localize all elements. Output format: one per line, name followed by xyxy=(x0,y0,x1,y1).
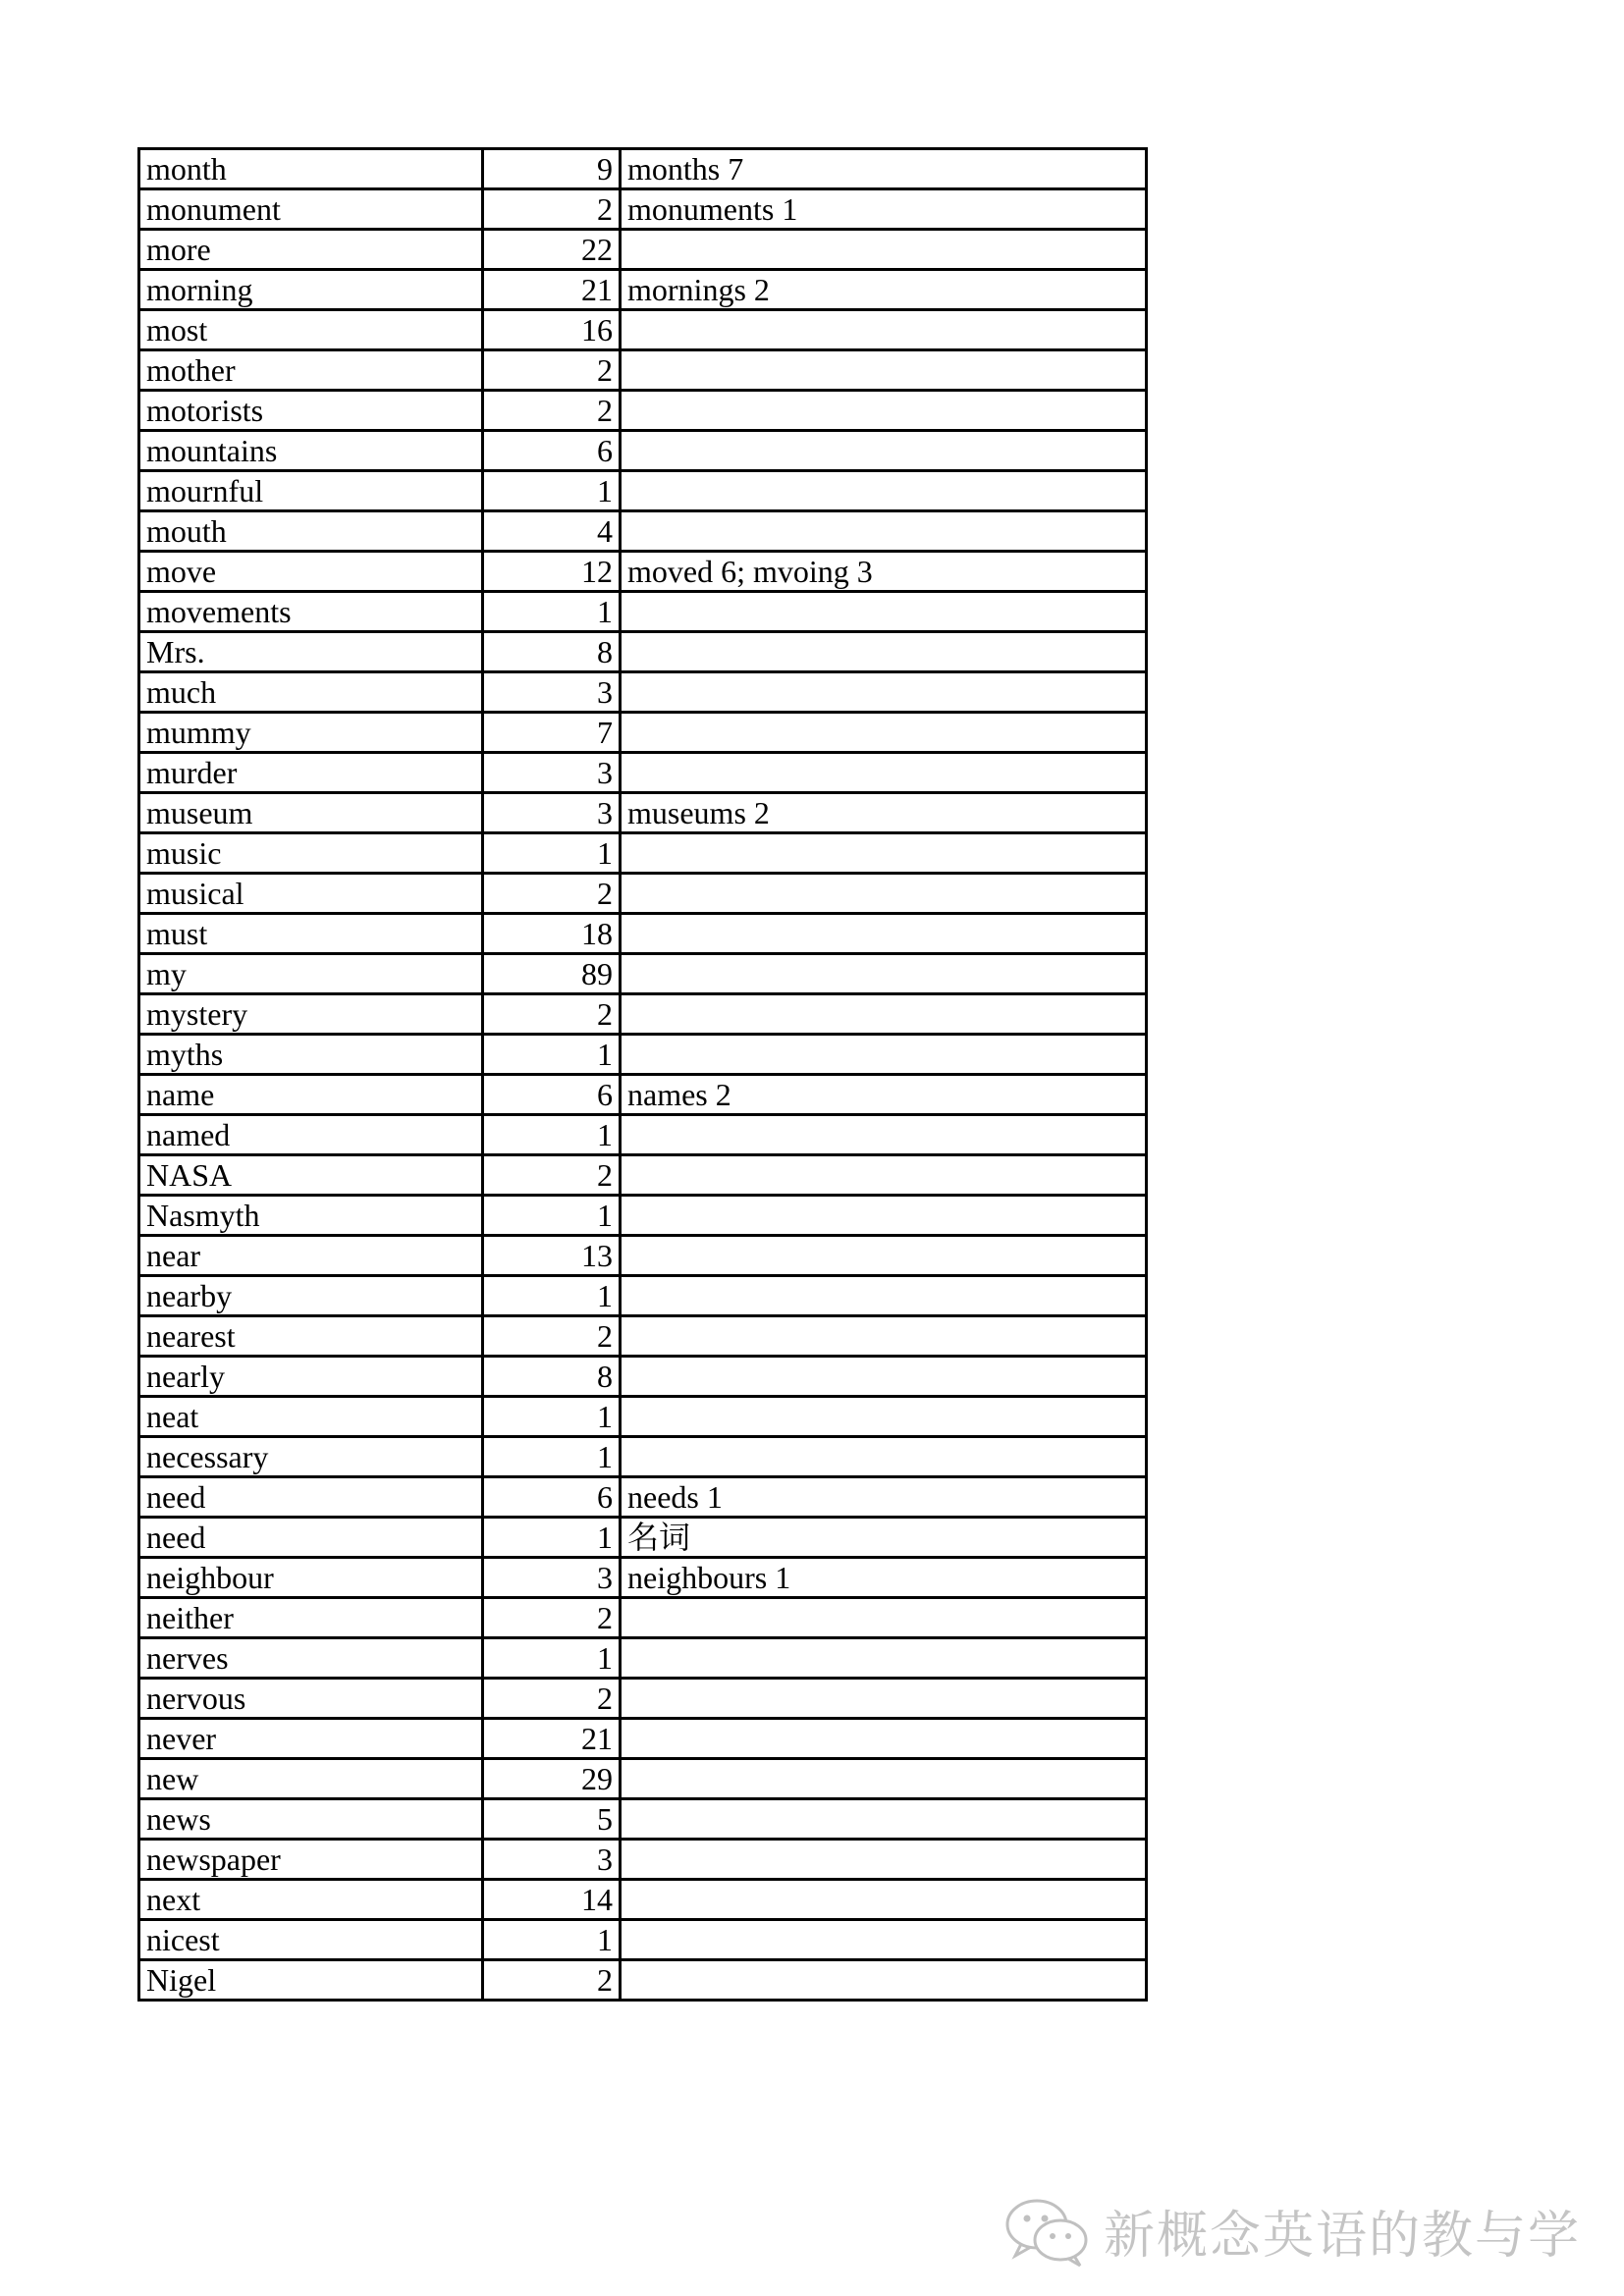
forms-cell xyxy=(621,713,1147,753)
count-cell: 8 xyxy=(483,1357,621,1397)
word-cell: neat xyxy=(139,1397,483,1437)
word-cell: musical xyxy=(139,874,483,914)
table-row xyxy=(139,753,1147,793)
table-row xyxy=(139,270,1147,310)
count-cell: 5 xyxy=(483,1799,621,1840)
table-row xyxy=(139,833,1147,874)
word-cell: need xyxy=(139,1477,483,1518)
count-cell: 22 xyxy=(483,230,621,270)
table-row xyxy=(139,189,1147,230)
forms-cell xyxy=(621,1397,1147,1437)
word-cell: named xyxy=(139,1115,483,1155)
word-cell: mother xyxy=(139,350,483,391)
table-row xyxy=(139,1437,1147,1477)
forms-cell: 名词 xyxy=(621,1518,1147,1558)
count-cell: 1 xyxy=(483,1397,621,1437)
word-cell: NASA xyxy=(139,1155,483,1196)
table-row xyxy=(139,1598,1147,1638)
table-row xyxy=(139,713,1147,753)
forms-cell xyxy=(621,914,1147,954)
word-cell: new xyxy=(139,1759,483,1799)
forms-cell xyxy=(621,431,1147,471)
word-cell: movements xyxy=(139,592,483,632)
word-cell: morning xyxy=(139,270,483,310)
forms-cell xyxy=(621,350,1147,391)
count-cell: 2 xyxy=(483,1598,621,1638)
forms-cell: moved 6; mvoing 3 xyxy=(621,552,1147,592)
table-row xyxy=(139,1799,1147,1840)
forms-cell xyxy=(621,592,1147,632)
count-cell: 3 xyxy=(483,1840,621,1880)
word-cell: Mrs. xyxy=(139,632,483,672)
table-row xyxy=(139,1719,1147,1759)
count-cell: 1 xyxy=(483,1920,621,1960)
forms-cell xyxy=(621,1920,1147,1960)
word-cell: museum xyxy=(139,793,483,833)
count-cell: 1 xyxy=(483,1638,621,1679)
table-row xyxy=(139,230,1147,270)
table-row xyxy=(139,672,1147,713)
word-cell: nerves xyxy=(139,1638,483,1679)
count-cell: 6 xyxy=(483,431,621,471)
table-row xyxy=(139,1920,1147,1960)
wechat-icon xyxy=(1000,2191,1094,2269)
count-cell: 29 xyxy=(483,1759,621,1799)
word-cell: most xyxy=(139,310,483,350)
forms-cell xyxy=(621,1357,1147,1397)
word-cell: more xyxy=(139,230,483,270)
word-cell: next xyxy=(139,1880,483,1920)
forms-cell xyxy=(621,1960,1147,2001)
count-cell: 89 xyxy=(483,954,621,994)
table-row xyxy=(139,874,1147,914)
table-row xyxy=(139,1155,1147,1196)
table-row xyxy=(139,1316,1147,1357)
forms-cell: monuments 1 xyxy=(621,189,1147,230)
table-row xyxy=(139,350,1147,391)
word-cell: nervous xyxy=(139,1679,483,1719)
count-cell: 1 xyxy=(483,1518,621,1558)
table-row xyxy=(139,1960,1147,2001)
forms-cell: months 7 xyxy=(621,149,1147,189)
count-cell: 21 xyxy=(483,1719,621,1759)
forms-cell xyxy=(621,230,1147,270)
table-row xyxy=(139,511,1147,552)
word-cell: mournful xyxy=(139,471,483,511)
forms-cell xyxy=(621,1236,1147,1276)
forms-cell: neighbours 1 xyxy=(621,1558,1147,1598)
count-cell: 2 xyxy=(483,1316,621,1357)
forms-cell xyxy=(621,954,1147,994)
table-body xyxy=(139,149,1147,2001)
count-cell: 3 xyxy=(483,672,621,713)
count-cell: 2 xyxy=(483,1679,621,1719)
forms-cell xyxy=(621,1598,1147,1638)
count-cell: 2 xyxy=(483,874,621,914)
word-cell: never xyxy=(139,1719,483,1759)
forms-cell: mornings 2 xyxy=(621,270,1147,310)
forms-cell xyxy=(621,672,1147,713)
word-cell: nearest xyxy=(139,1316,483,1357)
count-cell: 12 xyxy=(483,552,621,592)
count-cell: 1 xyxy=(483,1035,621,1075)
forms-cell xyxy=(621,310,1147,350)
word-cell: nearly xyxy=(139,1357,483,1397)
count-cell: 3 xyxy=(483,1558,621,1598)
forms-cell xyxy=(621,632,1147,672)
word-cell: name xyxy=(139,1075,483,1115)
table-row xyxy=(139,1276,1147,1316)
forms-cell xyxy=(621,1196,1147,1236)
word-cell: Nigel xyxy=(139,1960,483,2001)
table-row xyxy=(139,632,1147,672)
forms-cell: needs 1 xyxy=(621,1477,1147,1518)
table-row xyxy=(139,914,1147,954)
forms-cell xyxy=(621,1840,1147,1880)
table-row xyxy=(139,793,1147,833)
word-cell: neighbour xyxy=(139,1558,483,1598)
table-row xyxy=(139,1196,1147,1236)
word-cell: murder xyxy=(139,753,483,793)
forms-cell xyxy=(621,1115,1147,1155)
count-cell: 2 xyxy=(483,350,621,391)
forms-cell xyxy=(621,1719,1147,1759)
forms-cell xyxy=(621,391,1147,431)
table-row xyxy=(139,592,1147,632)
word-cell: news xyxy=(139,1799,483,1840)
count-cell: 6 xyxy=(483,1075,621,1115)
table-row xyxy=(139,471,1147,511)
forms-cell: names 2 xyxy=(621,1075,1147,1115)
word-cell: necessary xyxy=(139,1437,483,1477)
count-cell: 16 xyxy=(483,310,621,350)
word-cell: nearby xyxy=(139,1276,483,1316)
count-cell: 3 xyxy=(483,753,621,793)
forms-cell xyxy=(621,1759,1147,1799)
forms-cell xyxy=(621,874,1147,914)
word-cell: month xyxy=(139,149,483,189)
forms-cell xyxy=(621,511,1147,552)
table-row xyxy=(139,1558,1147,1598)
word-cell: near xyxy=(139,1236,483,1276)
count-cell: 1 xyxy=(483,1115,621,1155)
word-frequency-table xyxy=(137,147,1148,2002)
forms-cell xyxy=(621,753,1147,793)
count-cell: 2 xyxy=(483,1155,621,1196)
forms-cell xyxy=(621,1035,1147,1075)
table-row xyxy=(139,1397,1147,1437)
count-cell: 1 xyxy=(483,833,621,874)
count-cell: 21 xyxy=(483,270,621,310)
forms-cell xyxy=(621,1155,1147,1196)
count-cell: 1 xyxy=(483,471,621,511)
forms-cell xyxy=(621,994,1147,1035)
table-row xyxy=(139,1236,1147,1276)
word-cell: Nasmyth xyxy=(139,1196,483,1236)
table-row xyxy=(139,1035,1147,1075)
table-row xyxy=(139,1759,1147,1799)
count-cell: 1 xyxy=(483,1437,621,1477)
count-cell: 4 xyxy=(483,511,621,552)
count-cell: 8 xyxy=(483,632,621,672)
forms-cell xyxy=(621,471,1147,511)
word-cell: mountains xyxy=(139,431,483,471)
count-cell: 2 xyxy=(483,189,621,230)
table-row xyxy=(139,149,1147,189)
count-cell: 13 xyxy=(483,1236,621,1276)
word-cell: monument xyxy=(139,189,483,230)
table-row xyxy=(139,1075,1147,1115)
table-row xyxy=(139,1115,1147,1155)
count-cell: 9 xyxy=(483,149,621,189)
count-cell: 18 xyxy=(483,914,621,954)
table-row xyxy=(139,310,1147,350)
word-cell: nicest xyxy=(139,1920,483,1960)
word-cell: myths xyxy=(139,1035,483,1075)
table-row xyxy=(139,1477,1147,1518)
word-cell: much xyxy=(139,672,483,713)
table-row xyxy=(139,1357,1147,1397)
word-cell: need xyxy=(139,1518,483,1558)
word-cell: motorists xyxy=(139,391,483,431)
table-row xyxy=(139,552,1147,592)
count-cell: 7 xyxy=(483,713,621,753)
word-cell: must xyxy=(139,914,483,954)
table-row xyxy=(139,954,1147,994)
word-cell: neither xyxy=(139,1598,483,1638)
count-cell: 2 xyxy=(483,1960,621,2001)
table-row xyxy=(139,431,1147,471)
forms-cell xyxy=(621,1638,1147,1679)
count-cell: 6 xyxy=(483,1477,621,1518)
forms-cell xyxy=(621,1679,1147,1719)
word-cell: move xyxy=(139,552,483,592)
table-row xyxy=(139,1679,1147,1719)
count-cell: 14 xyxy=(483,1880,621,1920)
watermark-text: 新概念英语的教与学 xyxy=(1104,2206,1582,2266)
word-cell: music xyxy=(139,833,483,874)
forms-cell xyxy=(621,1880,1147,1920)
forms-cell: museums 2 xyxy=(621,793,1147,833)
forms-cell xyxy=(621,833,1147,874)
count-cell: 1 xyxy=(483,1276,621,1316)
count-cell: 2 xyxy=(483,994,621,1035)
count-cell: 3 xyxy=(483,793,621,833)
forms-cell xyxy=(621,1276,1147,1316)
watermark xyxy=(1000,2191,1581,2269)
count-cell: 1 xyxy=(483,1196,621,1236)
word-cell: mystery xyxy=(139,994,483,1035)
word-cell: mummy xyxy=(139,713,483,753)
word-cell: my xyxy=(139,954,483,994)
table-row xyxy=(139,994,1147,1035)
forms-cell xyxy=(621,1799,1147,1840)
word-cell: mouth xyxy=(139,511,483,552)
table-row xyxy=(139,1880,1147,1920)
table-row xyxy=(139,1518,1147,1558)
count-cell: 1 xyxy=(483,592,621,632)
count-cell: 2 xyxy=(483,391,621,431)
word-cell: newspaper xyxy=(139,1840,483,1880)
forms-cell xyxy=(621,1316,1147,1357)
forms-cell xyxy=(621,1437,1147,1477)
table-row xyxy=(139,1638,1147,1679)
table-row xyxy=(139,1840,1147,1880)
table-row xyxy=(139,391,1147,431)
